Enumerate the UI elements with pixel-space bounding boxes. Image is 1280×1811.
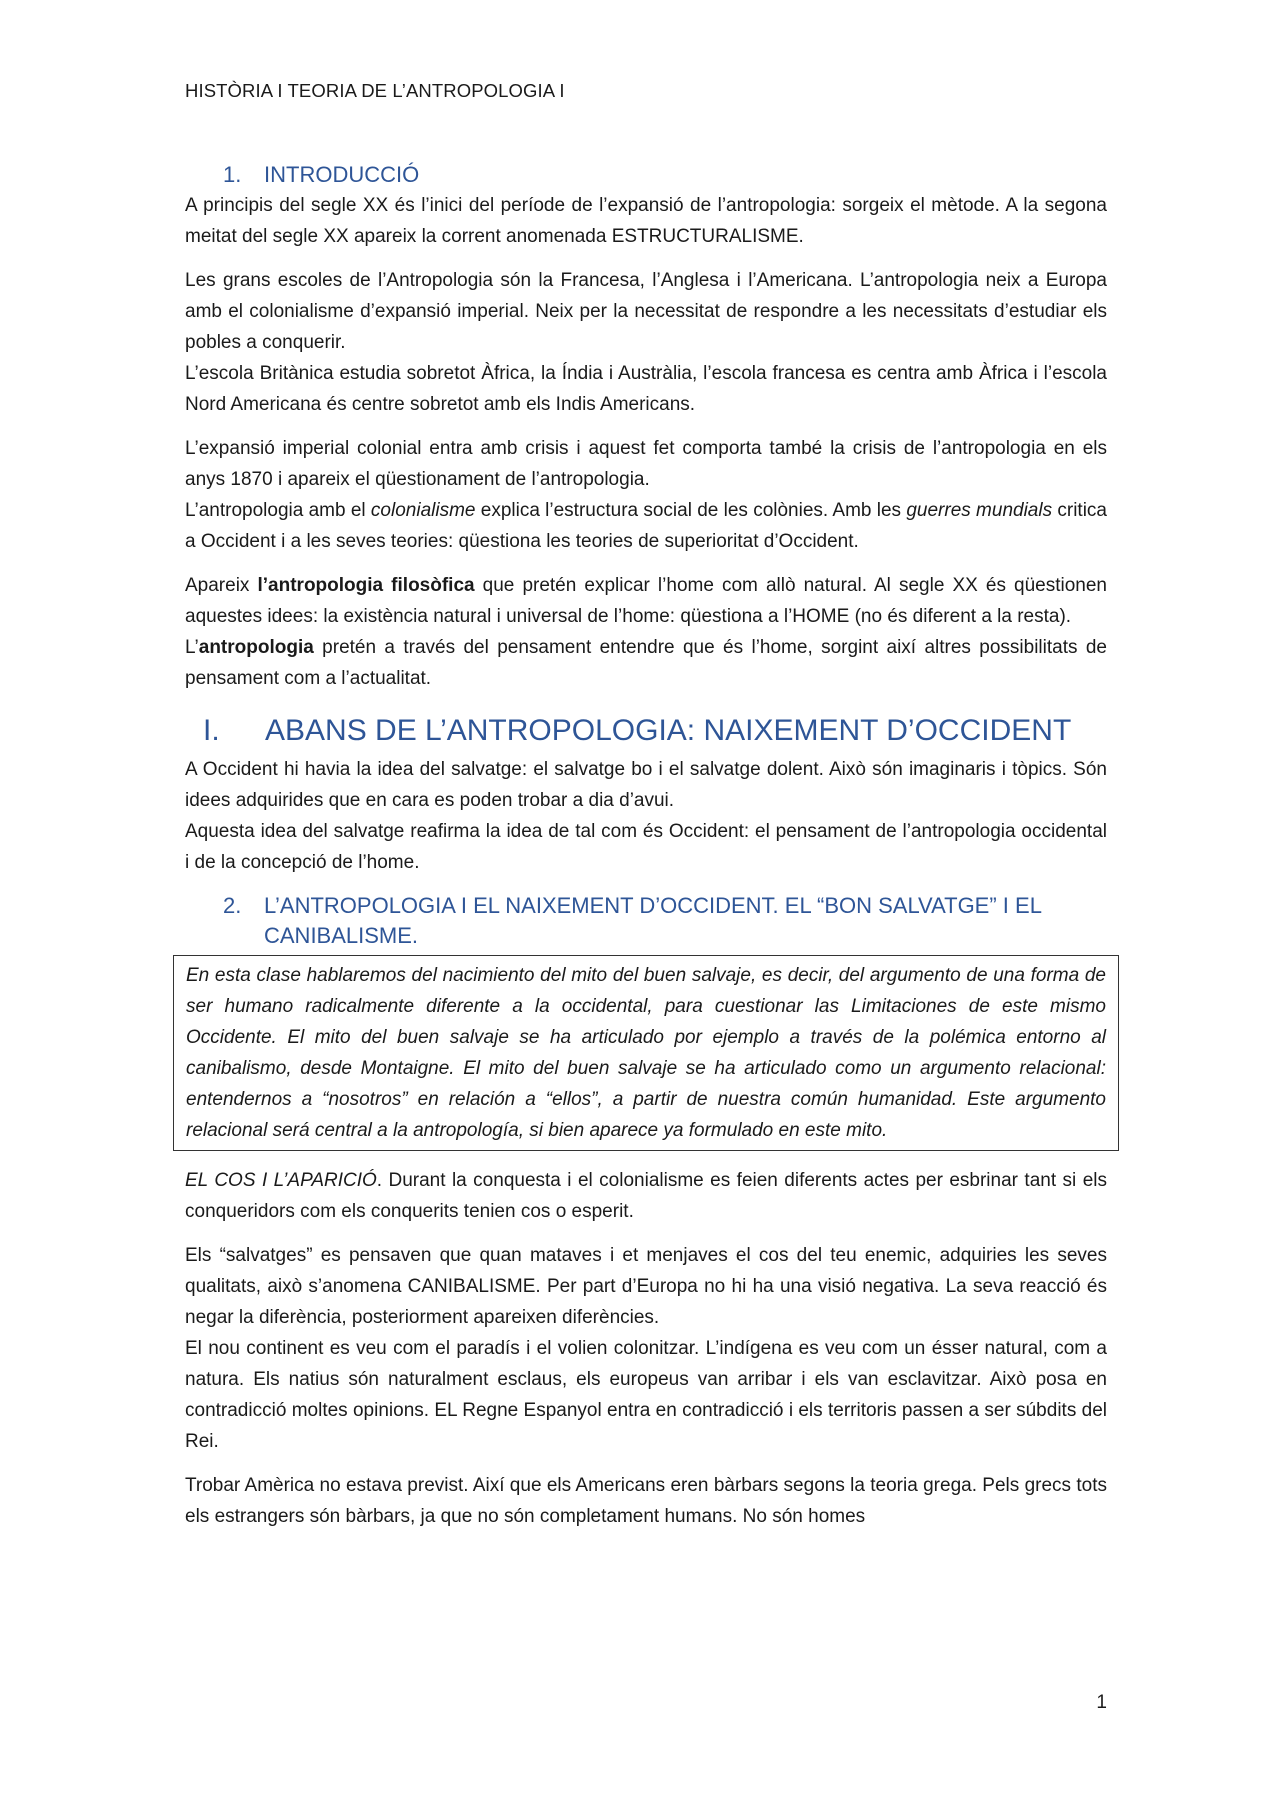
summary-text: En esta clase hablaremos del nacimiento del mito del buen salvaje, es decir, del argumento de una forma de ser humano radicalmente diferente a la occidental, para cuestionar las Limitaciones de este mismo Occidente. El mito del buen salvaje se ha articulado por ejemplo a través de la polémica entorno al canibalismo, desde Montaigne. El mito del buen salvaje se ha articulado como un argumento relacional: entendernos a “nosotros” en relación a “ellos”, a partir de nuestra común humanidad. Este argumento relacional será central a la antropología, si bien aparece ya formulado en este mito. [186, 965, 1106, 1141]
emphasis: colonialisme [370, 500, 476, 521]
section-title: L’ANTROPOLOGIA I EL NAIXEMENT D’OCCIDENT. EL “BON SALVATGE” I EL CANIBALISME. [264, 893, 1042, 948]
emphasis: guerres mundials [906, 500, 1053, 521]
section-number: 2. [223, 893, 242, 918]
paragraph-school-regions: L’escola Britànica estudia sobretot Àfrica, la Índia i Austràlia, l’escola francesa es centra amb Àfrica i l’escola Nord Americana és centre sobretot amb els Indis Americans. [185, 363, 1107, 415]
bold-term: l’antropologia filosòfica [257, 575, 475, 596]
paragraph-philosophical: Apareix l’antropologia filosòfica que pretén explicar l’home com allò natural. Al segle XX és qüestionen aquestes idees: la existència natural i universal de l’home: qüestiona a l’HOME (no és diferent a la resta). [185, 575, 1107, 627]
paragraph-schools: Les grans escoles de l’Antropologia són la Francesa, l’Anglesa i l’Americana. L’antropologia neix a Europa amb el colonialisme d’expansió imperial. Neix per la necessitat de respondre a les necessitats d’estudiar els pobles a conquerir. [185, 270, 1107, 353]
paragraph-crisis: L’expansió imperial colonial entra amb crisis i aquest fet comporta també la crisis de l’antropologia en els anys 1870 i apareix el qüestionament de l’antropologia. [185, 438, 1107, 490]
section-title: INTRODUCCIÓ [264, 162, 420, 187]
page-number: 1 [1096, 1692, 1107, 1713]
part-heading-abans [185, 712, 1107, 750]
bold-term: antropologia [198, 637, 314, 658]
paragraph-nou-continent: El nou continent es veu com el paradís i el volien colonitzar. L’indígena es veu com un ésser natural, com a natura. Els natius són naturalment esclaus, els europeus van arribar i els van esclavitzar. Això posa en contradicció moltes opinions. EL Regne Espanyol entra en contradicció i els territoris passen a ser súbdits del Rei. [185, 1338, 1107, 1452]
paragraph-anthropology: L’antropologia pretén a través del pensament entendre que és l’home, sorgint així altres possibilitats de pensament com a l’actualitat. [185, 637, 1107, 689]
paragraph-cos-aparicio: EL COS I L’APARICIÓ. Durant la conquesta i el colonialisme es feien diferents actes per esbrinar tant si els conqueridors com els conquerits tenien cos o esperit. [185, 1170, 1107, 1222]
section-number: 1. [223, 162, 242, 187]
part-title: ABANS DE L’ANTROPOLOGIA: NAIXEMENT D’OCCIDENT [265, 714, 1072, 747]
page-content [185, 160, 1107, 1545]
paragraph-salvatge-idea: Aquesta idea del salvatge reafirma la idea de tal com és Occident: el pensament de l’antropologia occidental i de la concepció de l’home. [185, 821, 1107, 873]
paragraph-america: Trobar Amèrica no estava previst. Així que els Americans eren bàrbars segons la teoria grega. Pels grecs tots els estrangers són bàrbars, ja que no són completament humans. No són homes [185, 1475, 1107, 1527]
paragraph-salvatge: A Occident hi havia la idea del salvatge: el salvatge bo i el salvatge dolent. Això són imaginaris i tòpics. Són idees adquirides que en cara es poden trobar a dia d’avui. [185, 759, 1107, 811]
paragraph-colonialism: L’antropologia amb el colonialisme explica l’estructura social de les colònies. Amb les guerres mundials critica a Occident i a les seves teories: qüestiona les teories de superioritat d’Occident. [185, 500, 1107, 552]
part-number: I. [203, 714, 220, 747]
section-heading-introduccio [185, 160, 1107, 190]
emphasis: EL COS I L’APARICIÓ [185, 1170, 377, 1191]
section-heading-bon-salvatge [185, 891, 1107, 951]
summary-box [173, 955, 1119, 1151]
running-header: HISTÒRIA I TEORIA DE L’ANTROPOLOGIA I [185, 80, 565, 101]
paragraph-canibalisme: Els “salvatges” es pensaven que quan mataves i et menjaves el cos del teu enemic, adquiries les seves qualitats, això s’anomena CANIBALISME. Per part d’Europa no hi ha una visió negativa. La seva reacció és negar la diferència, posteriorment apareixen diferències. [185, 1245, 1107, 1328]
paragraph-intro: A principis del segle XX és l’inici del període de l’expansió de l’antropologia: sorgeix el mètode. A la segona meitat del segle XX apareix la corrent anomenada ESTRUCTURALISME. [185, 195, 1107, 247]
